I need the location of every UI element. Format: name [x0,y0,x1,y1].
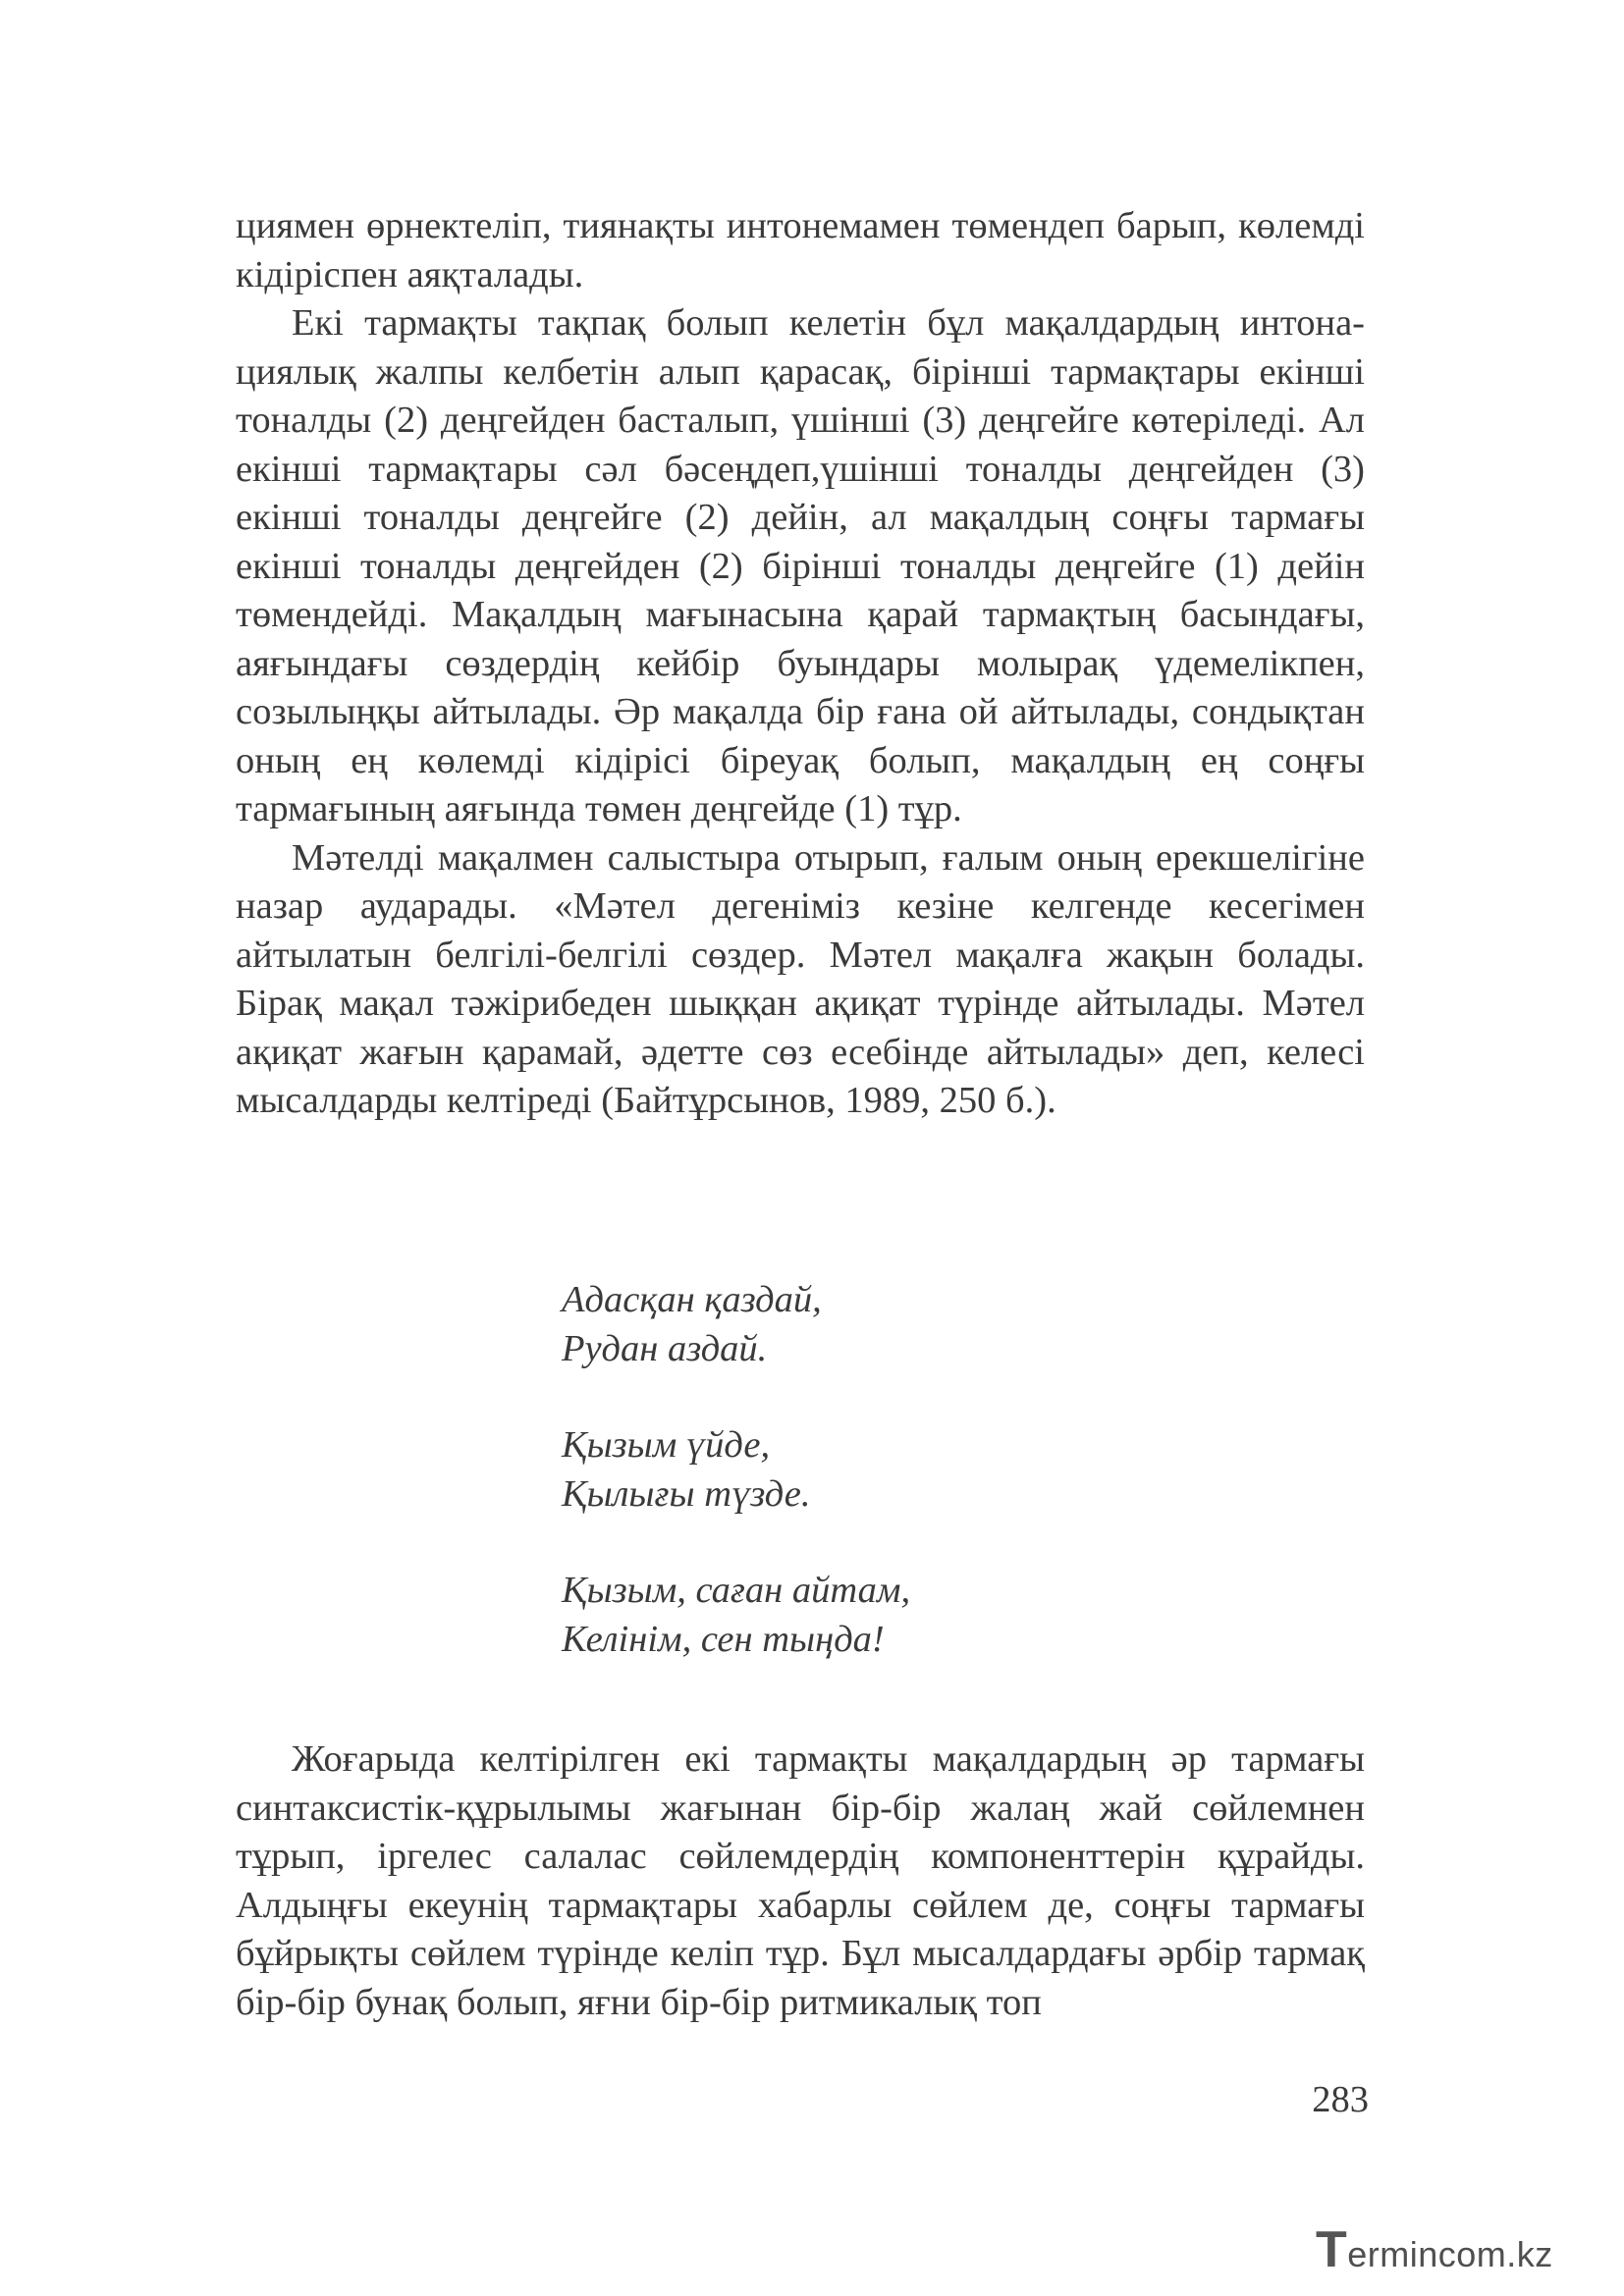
verse-1-line-1: Адасқан қаздай, [562,1279,822,1320]
verse-2-line-2: Қылығы түзде. [562,1472,811,1515]
paragraph-matel: Мәтелді мақалмен салыстыра отырып, ғалым оның ерекшелігіне назар аударады. «Мәтел дегеніміз кезіне келгенде кесегімен айтылатын белгілі-белгілі сөздер. Мәтел мақалға жақын болады. Бірақ мақал тәжірибеден шыққан ақиқат түрінде айтылады. Мәтел ақиқат жағын қарамай, әдетте сөз есебінде айтылады» деп, келесі мысалдарды келтіреді (Байтұрсынов, 1989, 250 б.). [236,836,1365,1121]
page-content-lower [236,1735,1365,2027]
verse-3-line-2: Келінім, сен тыңда! [562,1618,885,1660]
page-number: 283 [1312,2079,1369,2120]
verse-1 [562,1276,1249,1373]
watermark-logo [1316,2223,1605,2277]
watermark-first-letter: T [1316,2221,1348,2278]
paragraph-intonation: Екі тармақты тақпақ болып келетін бұл мақалдардың интонациялық жалпы келбетін алып қарасақ, бірінші тармақтары екінші тоналды (2) деңгейден басталып, үшінші (3) деңгейге көтеріледі. Ал екінші тармақтары сәл бәсеңдеп,үшінші тоналды деңгейден (3) екінші тоналды деңгейге (2) дейін, ал мақалдың соңғы тармағы екінші тоналды деңгейден (2) бірінші тоналды деңгейге (1) дейін төмендейді. Мақалдың мағынасына қарай тармақтың басындағы, аяғындағы сөздердің кейбір буындары молырақ үдемелікпен, созылыңқы айтылады. Әр мақалда бір ғана ой айтылады, сондықтан оның ең көлемді кідірісі біреуақ болып, мақалдың ең соңғы тармағының аяғында төмен деңгейде (1) тұр. [236,302,1365,829]
verse-1-line-2: Рудан аздай. [562,1327,768,1369]
page-content [236,202,1365,1126]
verse-3 [562,1567,1249,1664]
verse-2-line-1: Қызым үйде, [562,1424,771,1466]
verse-3-line-1: Қызым, саған айтам, [562,1570,911,1611]
watermark-text: ermincom.kz [1347,2234,1553,2274]
paragraph-continued: циямен өрнектеліп, тиянақты интонемамен төмендеп барып, көлемді кідіріспен аяқталады. [236,205,1365,295]
paragraph-syntax: Жоғарыда келтірілген екі тармақты мақалдардың әр тармағы синтаксистік-құрылымы жағынан бір-бір жалаң жай сөйлемнен тұрып, іргелес салалас сөйлемдердің компоненттерін құрайды. Алдыңғы екеунің тармақтары хабарлы сөйлем де, соңғы тармағы бұйрықты сөйлем түрінде келіп тұр. Бұл мысалдардағы әрбір тармақ бір-бір бунақ болып, яғни бір-бір ритмикалық топ [236,1738,1365,2023]
verse-2 [562,1421,1249,1519]
